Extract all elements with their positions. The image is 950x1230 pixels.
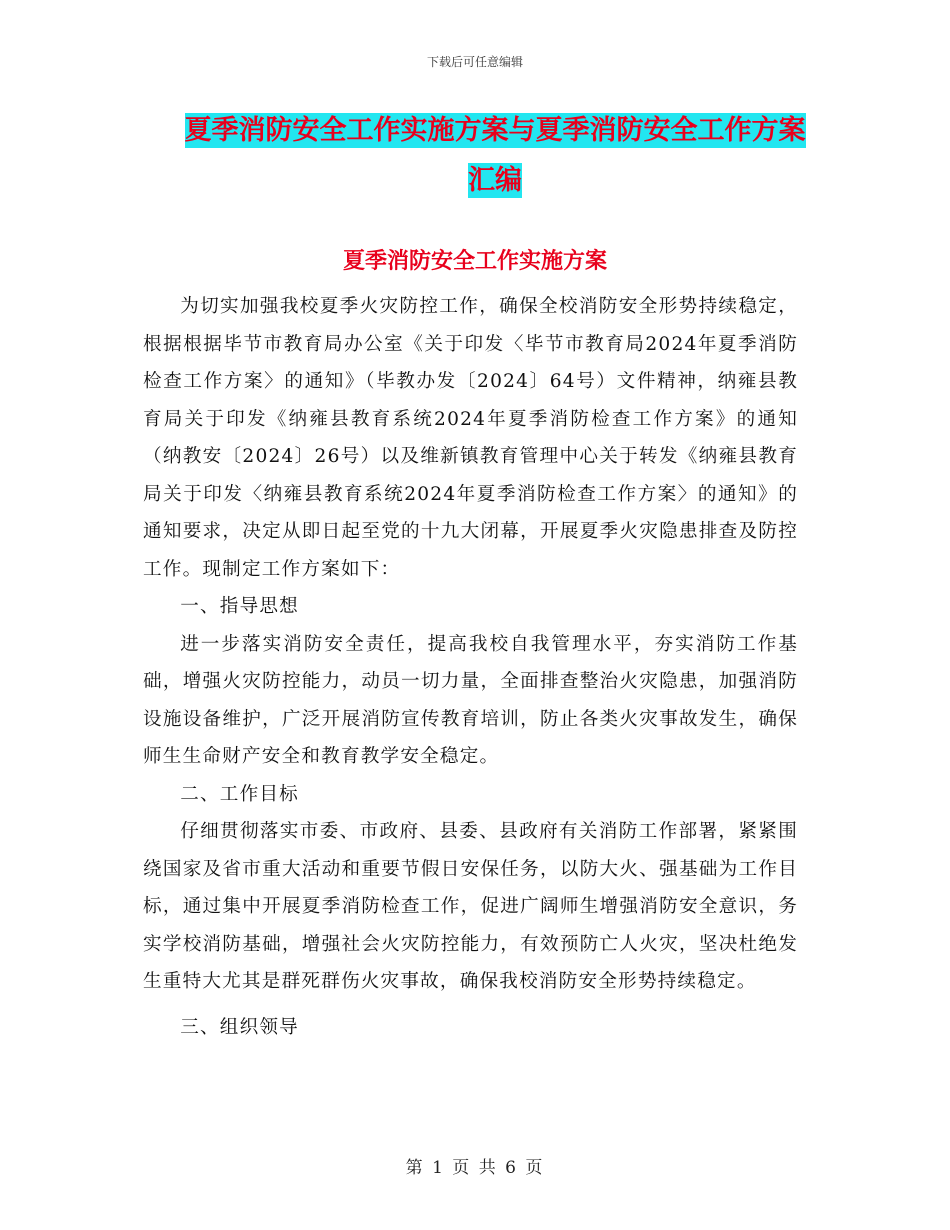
document-body: [143, 288, 798, 1046]
page-number: 第 1 页 共 6 页: [405, 1158, 545, 1178]
intro-paragraph: 为切实加强我校夏季火灾防控工作，确保全校消防安全形势持续稳定，根据根据毕节市教育局办公室《关于印发〈毕节市教育局2024年夏季消防检查工作方案〉的通知》（毕教办发〔2024〕64号）文件精神，纳雍县教育局关于印发《纳雍县教育系统2024年夏季消防检查工作方案》的通知（纳教安〔2024〕26号）以及维新镇教育管理中心关于转发《纳雍县教育局关于印发〈纳雍县教育系统2024年夏季消防检查工作方案〉的通知》的通知要求，决定从即日起至党的十九大闭幕，开展夏季火灾隐患排查及防控工作。现制定工作方案如下：: [143, 296, 798, 580]
document-title-line1: 夏季消防安全工作实施方案与夏季消防安全工作方案: [184, 115, 806, 146]
heading-guiding-ideology: 一、指导思想: [180, 596, 299, 617]
document-title: [145, 106, 845, 206]
heading-work-goals: 二、工作目标: [180, 783, 299, 805]
document-title-line2: 汇编: [468, 165, 522, 196]
heading-organization: 三、组织领导: [180, 1016, 299, 1038]
paragraph-guiding-ideology: 进一步落实消防安全责任，提高我校自我管理水平，夯实消防工作基础，增强火灾防控能力，动员一切力量，全面排查整治火灾隐患，加强消防设施设备维护，广泛开展消防宣传教育培训，防止各类火灾事故发生，确保师生生命财产安全和教育教学安全稳定。: [143, 633, 798, 767]
paragraph-work-goals: 仔细贯彻落实市委、市政府、县委、县政府有关消防工作部署，紧紧围绕国家及省市重大活动和重要节假日安保任务，以防大火、强基础为工作目标，通过集中开展夏季消防检查工作，促进广阔师生增强消防安全意识，务实学校消防基础，增强社会火灾防控能力，有效预防亡人火灾，坚决杜绝发生重特大尤其是群死群伤火灾事故，确保我校消防安全形势持续稳定。: [143, 821, 798, 992]
section-title: 夏季消防安全工作实施方案: [342, 249, 607, 274]
header-note: 下载后可任意编辑: [426, 55, 523, 69]
